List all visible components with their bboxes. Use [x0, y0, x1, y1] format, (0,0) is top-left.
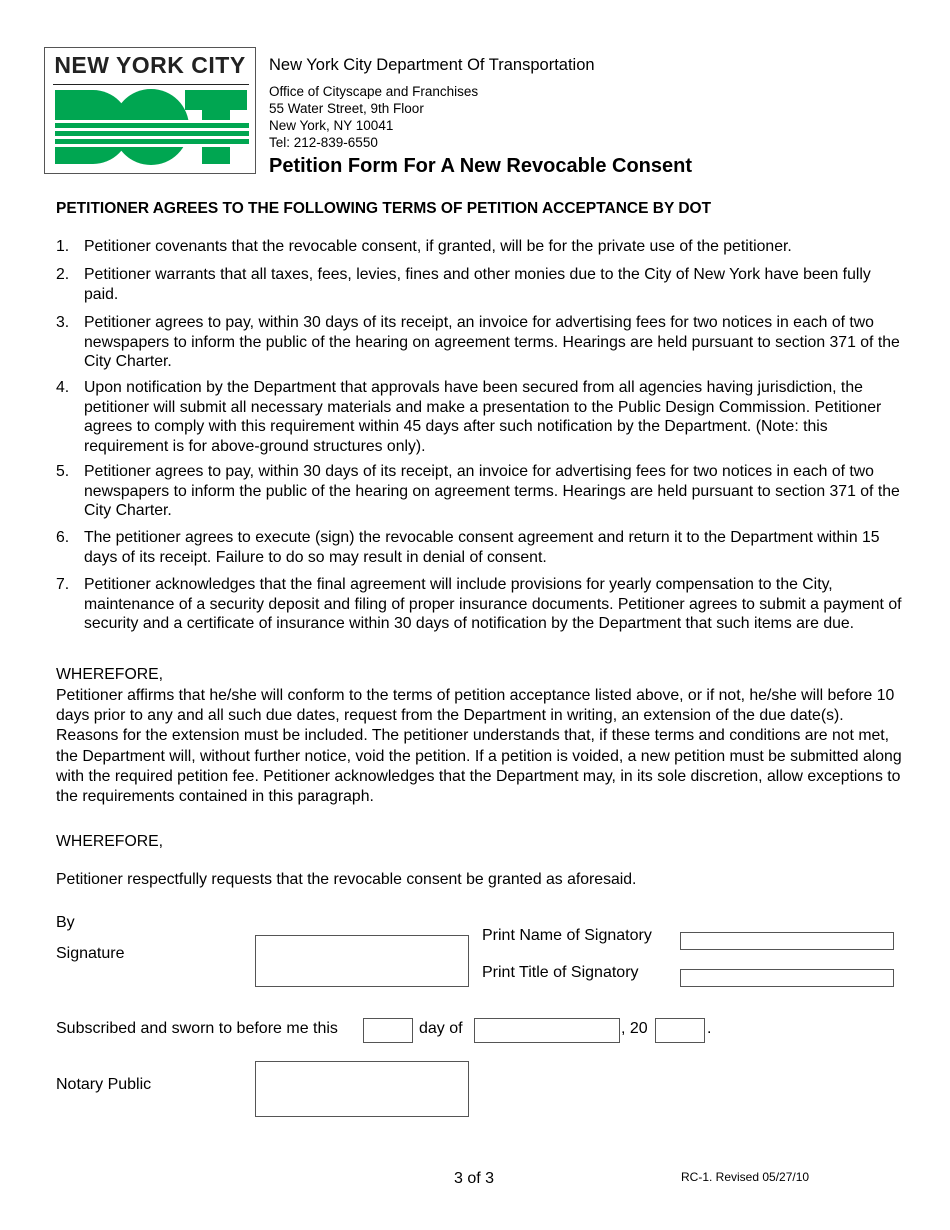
terms-heading: PETITIONER AGREES TO THE FOLLOWING TERMS OF PETITION ACCEPTANCE BY DOT — [56, 200, 712, 217]
term-item — [56, 378, 906, 456]
term-number: 3. — [56, 314, 70, 331]
wherefore-label: WHEREFORE, — [56, 833, 164, 850]
term-number: 2. — [56, 266, 70, 283]
sworn-month-field[interactable] — [474, 1018, 620, 1043]
notary-field[interactable] — [255, 1061, 469, 1117]
nyc-dot-logo — [44, 47, 256, 174]
term-item — [56, 575, 906, 634]
term-item — [56, 528, 906, 567]
page-number: 3 of 3 — [454, 1170, 495, 1187]
term-text: Petitioner agrees to pay, within 30 days of its receipt, an invoice for advertising fees for two notices in each of two newspapers to inform the public of the hearing on agreement terms. Hearings are held pursuant to section 371 of the City Charter. — [84, 314, 900, 370]
office-street: 55 Water Street, 9th Floor — [269, 101, 424, 116]
request-paragraph: Petitioner respectfully requests that the revocable consent be granted as aforesaid. — [56, 871, 637, 888]
year-prefix-label: , 20 — [621, 1020, 648, 1037]
term-item — [56, 265, 906, 304]
term-number: 7. — [56, 576, 70, 593]
term-number: 5. — [56, 463, 70, 480]
signature-label: Signature — [56, 945, 125, 962]
form-title: Petition Form For A New Revocable Consent — [269, 155, 693, 177]
by-label: By — [56, 914, 75, 931]
sworn-year-field[interactable] — [655, 1018, 705, 1043]
office-city: New York, NY 10041 — [269, 118, 394, 133]
term-item — [56, 313, 906, 372]
office-name: Office of Cityscape and Franchises — [269, 84, 479, 99]
dot-logo-mark-icon — [53, 84, 249, 167]
term-number: 6. — [56, 529, 70, 546]
term-item — [56, 462, 906, 521]
term-text: Petitioner acknowledges that the final agreement will include provisions for yearly compensation to the City, maintenance of a security deposit and filing of proper insurance documents. Petitioner agrees to submit a payment of security and a certificate of insurance within 30 days of notification by the Department that such items are due. — [84, 576, 902, 632]
term-text: Petitioner covenants that the revocable consent, if granted, will be for the private use of the petitioner. — [84, 238, 792, 255]
print-name-field[interactable] — [680, 932, 894, 950]
period-label: . — [707, 1020, 712, 1037]
logo-title: NEW YORK CITY — [54, 52, 246, 78]
notary-label: Notary Public — [56, 1076, 152, 1093]
term-text: Petitioner warrants that all taxes, fees, levies, fines and other monies due to the City of New York have been fully paid. — [84, 266, 871, 303]
department-name: New York City Department Of Transportation — [269, 56, 595, 74]
office-phone: Tel: 212-839-6550 — [269, 135, 378, 150]
sworn-day-field[interactable] — [363, 1018, 413, 1043]
wherefore-label: WHEREFORE, — [56, 666, 164, 683]
sworn-label: Subscribed and sworn to before me this — [56, 1020, 338, 1037]
wherefore-paragraph: Petitioner affirms that he/she will conform to the terms of petition acceptance listed above, or if not, he/she will before 10 days prior to any and all such due dates, request from the Department in writing, an extension of the due date(s). Reasons for the extension must be included. The petitioner understands that, if these terms and conditions are not met, the Department will, without further notice, void the petition. If a petition is voided, a new petition must be submitted along with the required petition fee. Petitioner acknowledges that the Department may, in its sole discretion, allow exceptions to the requirements contained in this paragraph. — [56, 687, 902, 806]
term-text: Petitioner agrees to pay, within 30 days of its receipt, an invoice for advertising fees for two notices in each of two newspapers to inform the public of the hearing on agreement terms. Hearings are held pursuant to section 371 of the City Charter. — [84, 463, 900, 519]
print-title-field[interactable] — [680, 969, 894, 987]
term-item — [56, 237, 906, 257]
signature-field[interactable] — [255, 935, 469, 987]
revision-note: RC-1. Revised 05/27/10 — [681, 1170, 810, 1184]
print-title-label: Print Title of Signatory — [482, 964, 639, 981]
print-name-label: Print Name of Signatory — [482, 927, 652, 944]
term-number: 4. — [56, 379, 70, 396]
term-text: The petitioner agrees to execute (sign) the revocable consent agreement and return it to the Department within 15 days of its receipt. Failure to do so may result in denial of consent. — [84, 529, 880, 566]
day-of-label: day of — [419, 1020, 463, 1037]
term-number: 1. — [56, 238, 70, 255]
term-text: Upon notification by the Department that approvals have been secured from all agencies having jurisdiction, the petitioner will submit all necessary materials and make a presentation to the Public Design Commission. Petitioner agrees to comply with this requirement within 45 days after such notification by the Department. (Note: this requirement is for above-ground structures only). — [84, 379, 882, 455]
